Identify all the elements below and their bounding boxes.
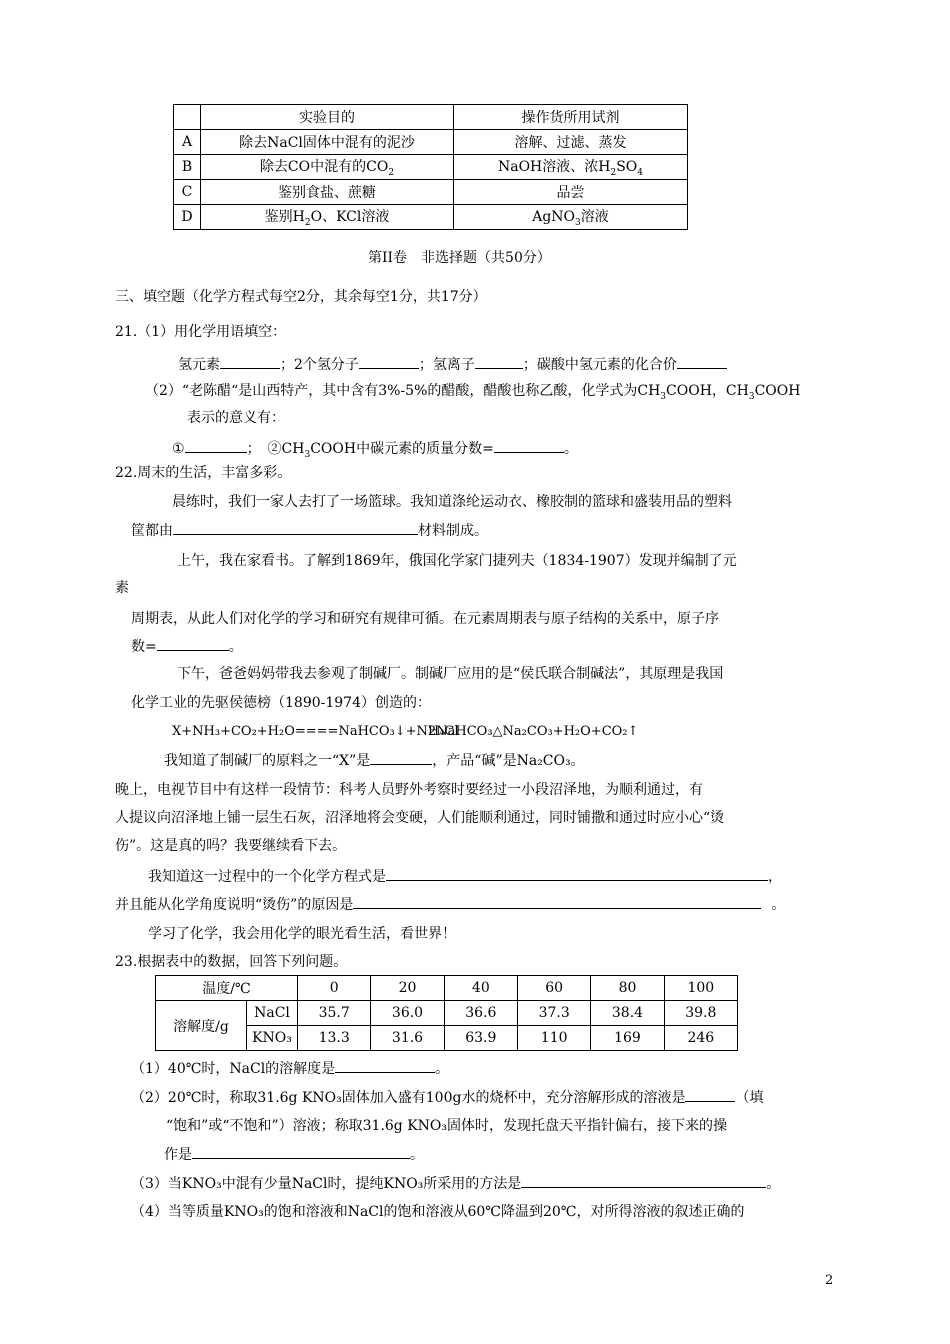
method-cell: AgNO$_3$溶液 xyxy=(454,205,688,230)
q22-text: 我知道了制碱厂的原料之一“X”是 ，产品“碱”是Na₂CO₃。 xyxy=(164,750,585,771)
answer-blank[interactable] xyxy=(494,438,564,453)
temp-value: 40 xyxy=(444,976,517,1001)
answer-blank[interactable] xyxy=(157,636,229,651)
purpose-cell: 鉴别$H_2O$、KCl溶液 xyxy=(201,205,454,230)
substance-label: NaCl xyxy=(247,1001,298,1026)
answer-blank[interactable] xyxy=(370,750,432,765)
answer-blank[interactable] xyxy=(475,354,523,369)
solubility-value: 37.3 xyxy=(517,1001,590,1026)
solubility-label: 溶解度/g xyxy=(156,1001,247,1051)
q22-text: 我知道这一过程中的一个化学方程式是 ， xyxy=(148,866,782,887)
q23-part2: （2）20℃时，称取31.6g KNO₃固体加入盛有100g水的烧杯中，充分溶解形成的溶液是 （填 xyxy=(131,1087,763,1108)
answer-blank[interactable] xyxy=(173,520,418,535)
q22-text: 数= 。 xyxy=(131,636,243,657)
table-row xyxy=(174,130,688,155)
reaction-equation-1: X+NH₃+CO₂+H₂O====NaHCO₃↓+NH₄Cl xyxy=(172,724,459,739)
q21-part2: （2）“老陈醋“是山西特产，其中含有3%-5%的醋酸，醋酸也称乙酸，化学式为$CH_3COOH$，$CH_3COOH$ xyxy=(145,383,801,402)
answer-blank[interactable] xyxy=(192,1144,410,1159)
q23-part2-cont: “饱和”或“不饱和”）溶液；称取31.6g KNO₃固体时，发现托盘天平指针偏右，接下来的操 xyxy=(166,1118,728,1134)
answer-blank[interactable] xyxy=(521,1173,766,1188)
purpose-cell: 除去NaCl固体中混有的泥沙 xyxy=(201,130,454,155)
q21-part2-fill: ① ； $②CH_3COOH$中碳元素的质量分数= 。 xyxy=(172,438,578,465)
q21-part2-cont: 表示的意义有： xyxy=(187,410,285,426)
answer-blank[interactable] xyxy=(335,1058,435,1073)
q21-fill-line: 氢元素 ；2个氢分子 ；氢离子 ；碳酸中氢元素的化合价 xyxy=(178,354,727,375)
solubility-value: 35.7 xyxy=(298,1001,371,1026)
table-row xyxy=(156,976,738,1001)
section3-heading: 三、填空题（化学方程式每空2分，其余每空1分，共17分） xyxy=(115,289,487,305)
purpose-cell: 鉴别食盐、蔗糖 xyxy=(201,180,454,205)
solubility-value: 36.6 xyxy=(444,1001,517,1026)
answer-blank[interactable] xyxy=(220,354,280,369)
solubility-value: 13.3 xyxy=(298,1026,371,1051)
solubility-value: 169 xyxy=(591,1026,664,1051)
reaction-equation-2: 2NaHCO₃△Na₂CO₃+H₂O+CO₂↑ xyxy=(428,724,639,739)
temp-value: 100 xyxy=(664,976,737,1001)
q22-text: 筐都由 材料制成。 xyxy=(131,520,488,541)
q23-part4: （4）当等质量KNO₃的饱和溶液和NaCl的饱和溶液从60℃降温到20℃，对所得溶液的叙述正确的 xyxy=(131,1204,745,1220)
solubility-value: 38.4 xyxy=(591,1001,664,1026)
q22-text: 学习了化学，我会用化学的眼光看生活，看世界！ xyxy=(148,926,456,942)
temp-label: 温度/℃ xyxy=(156,976,298,1001)
q22-text: 并且能从化学角度说明“烫伤”的原因是 。 xyxy=(115,894,785,915)
q22-text: 晚上，电视节目中有这样一段情节：科考人员野外考察时要经过一小段沼泽地，为顺利通过，有 xyxy=(115,782,703,798)
temp-value: 20 xyxy=(371,976,444,1001)
solubility-value: 110 xyxy=(517,1026,590,1051)
answer-blank[interactable] xyxy=(677,354,727,369)
q22-text: 晨练时，我们一家人去打了一场篮球。我知道涤纶运动衣、橡胶制的篮球和盛装用品的塑料 xyxy=(172,494,732,510)
q22-text: 伤”。这是真的吗？我要继续看下去。 xyxy=(115,838,347,854)
table-row xyxy=(174,155,688,180)
answer-blank[interactable] xyxy=(185,438,247,453)
table-row xyxy=(174,205,688,230)
table-row xyxy=(156,1001,738,1026)
q23-part3: （3）当KNO₃中混有少量NaCl时，提纯KNO₃所采用的方法是 。 xyxy=(131,1173,780,1194)
method-cell: NaOH溶液、浓$H_2SO_4$ xyxy=(454,155,688,180)
purpose-cell: 除去CO中混有的$CO_2$ xyxy=(201,155,454,180)
answer-blank[interactable] xyxy=(359,354,419,369)
table-header-method: 操作货所用试剂 xyxy=(454,105,688,130)
substance-label: KNO₃ xyxy=(247,1026,298,1051)
method-cell: 品尝 xyxy=(454,180,688,205)
table-header-row xyxy=(174,105,688,130)
solubility-value: 31.6 xyxy=(371,1026,444,1051)
q22-text: 上午，我在家看书。了解到1869年，俄国化学家门捷列夫（1834-1907）发现并编制了元 xyxy=(177,553,737,569)
table-cell xyxy=(174,105,201,130)
q22-title: 22.周末的生活，丰富多彩。 xyxy=(115,465,292,481)
q21-part1: 21.（1）用化学用语填空： xyxy=(115,324,287,340)
q22-text: 下午，爸爸妈妈带我去参观了制碱厂。制碱厂应用的是“侯氏联合制碱法”，其原理是我国 xyxy=(177,666,724,682)
option-label: D xyxy=(174,205,201,230)
temp-value: 60 xyxy=(517,976,590,1001)
q22-text: 化学工业的先驱侯德榜（1890-1974）创造的： xyxy=(131,695,431,711)
table-header-purpose: 实验目的 xyxy=(201,105,454,130)
solubility-value: 36.0 xyxy=(371,1001,444,1026)
q22-text: 人提议向沼泽地上铺一层生石灰，沼泽地将会变硬，人们能顺利通过，同时铺撒和通过时应小心“烫 xyxy=(115,810,725,826)
q23-title: 23.根据表中的数据，回答下列问题。 xyxy=(115,954,348,970)
solubility-value: 39.8 xyxy=(664,1001,737,1026)
section-title: 第II卷 非选择题（共50分） xyxy=(368,250,551,266)
option-label: C xyxy=(174,180,201,205)
q22-text: 素 xyxy=(115,580,129,596)
q22-text: 周期表，从此人们对化学的学习和研究有规律可循。在元素周期表与原子结构的关系中，原子序 xyxy=(131,611,719,627)
page-number: 2 xyxy=(825,1273,834,1288)
solubility-value: 246 xyxy=(664,1026,737,1051)
solubility-table xyxy=(155,975,738,1051)
solubility-value: 63.9 xyxy=(444,1026,517,1051)
method-cell: 溶解、过滤、蒸发 xyxy=(454,130,688,155)
temp-value: 0 xyxy=(298,976,371,1001)
experiment-table xyxy=(173,104,688,230)
answer-blank[interactable] xyxy=(386,866,768,881)
q23-part2-fill: 作是 。 xyxy=(164,1144,424,1165)
temp-value: 80 xyxy=(591,976,664,1001)
answer-blank[interactable] xyxy=(685,1087,735,1102)
option-label: A xyxy=(174,130,201,155)
table-row xyxy=(174,180,688,205)
answer-blank[interactable] xyxy=(353,894,761,909)
option-label: B xyxy=(174,155,201,180)
q23-part1: （1）40℃时，NaCl的溶解度是 。 xyxy=(131,1058,449,1079)
